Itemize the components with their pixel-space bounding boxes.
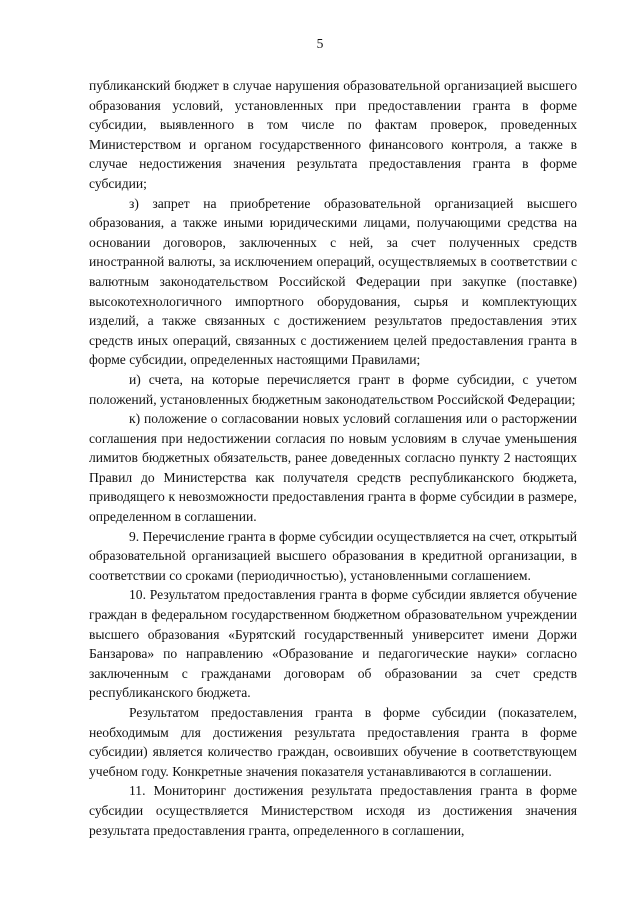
- paragraph-11-monitoring: 11. Мониторинг достижения результата предоставления гранта в форме субсидии осуществляется Министерством исходя из достижения значения результата предоставления гранта, определенного в соглашении,: [89, 783, 577, 838]
- paragraph-agreement-terms: к) положение о согласовании новых условий соглашения или о расторжении соглашения при недостижении согласия по новым условиям в случае уменьшения лимитов бюджетных обязательств, ранее доведенных согласно пункту 2 настоящих Правил до Министерства как получателя средств республиканского бюджета, приводящего к невозможности предоставления гранта в форме субсидии в размере, определенном в соглашении.: [89, 411, 577, 525]
- paragraph-budget-return: публиканский бюджет в случае нарушения образовательной организацией высшего образования условий, установленных при предоставлении гранта в форме субсидии, выявленного в том числе по фактам проверок, проведенных Министерством и органом государственного финансового контроля, а также в случае недостижения значения результата предоставления гранта в форме субсидии;: [89, 78, 577, 191]
- paragraph-accounts: и) счета, на которые перечисляется грант в форме субсидии, с учетом положений, установленных бюджетным законодательством Российской Федерации;: [89, 371, 577, 407]
- paragraph-currency-ban: з) запрет на приобретение образовательной организацией высшего образования, а также иными юридическими лицами, получающими средства на основании договоров, заключенных с ней, за счет полученных средств иностранной валюты, за исключением операций, осуществляемых в соответствии с валютным законодательством Российской Федерации при закупке (поставке) высокотехнологичного импортного оборудования, сырья и комплектующих изделий, а также связанных с достижением результатов предоставления этих средств иных операций, связанных с достижением целей предоставления гранта в форме субсидии, определенных настоящими Правилами;: [89, 195, 577, 368]
- document-body: [89, 76, 577, 840]
- paragraph-9-transfer: 9. Перечисление гранта в форме субсидии осуществляется на счет, открытый образовательной организацией высшего образования в кредитной организации, в соответствии со сроками (периодичностью), установленными соглашением.: [89, 528, 577, 583]
- paragraph-10-result: 10. Результатом предоставления гранта в форме субсидии является обучение граждан в федеральном государственном бюджетном образовательном учреждении высшего образования «Бурятский государственный университет имени Доржи Банзарова» по направлению «Образование и педагогические науки» согласно заключенным с гражданами договорам об образовании за счет средств республиканского бюджета.: [89, 587, 577, 701]
- paragraph-result-indicator: Результатом предоставления гранта в форме субсидии (показателем, необходимым для достижения результата предоставления гранта в форме субсидии) является количество граждан, освоивших обучение в соответствующем учебном году. Конкретные значения показателя устанавливаются в соглашении.: [89, 705, 577, 779]
- page-number: 5: [316, 36, 324, 51]
